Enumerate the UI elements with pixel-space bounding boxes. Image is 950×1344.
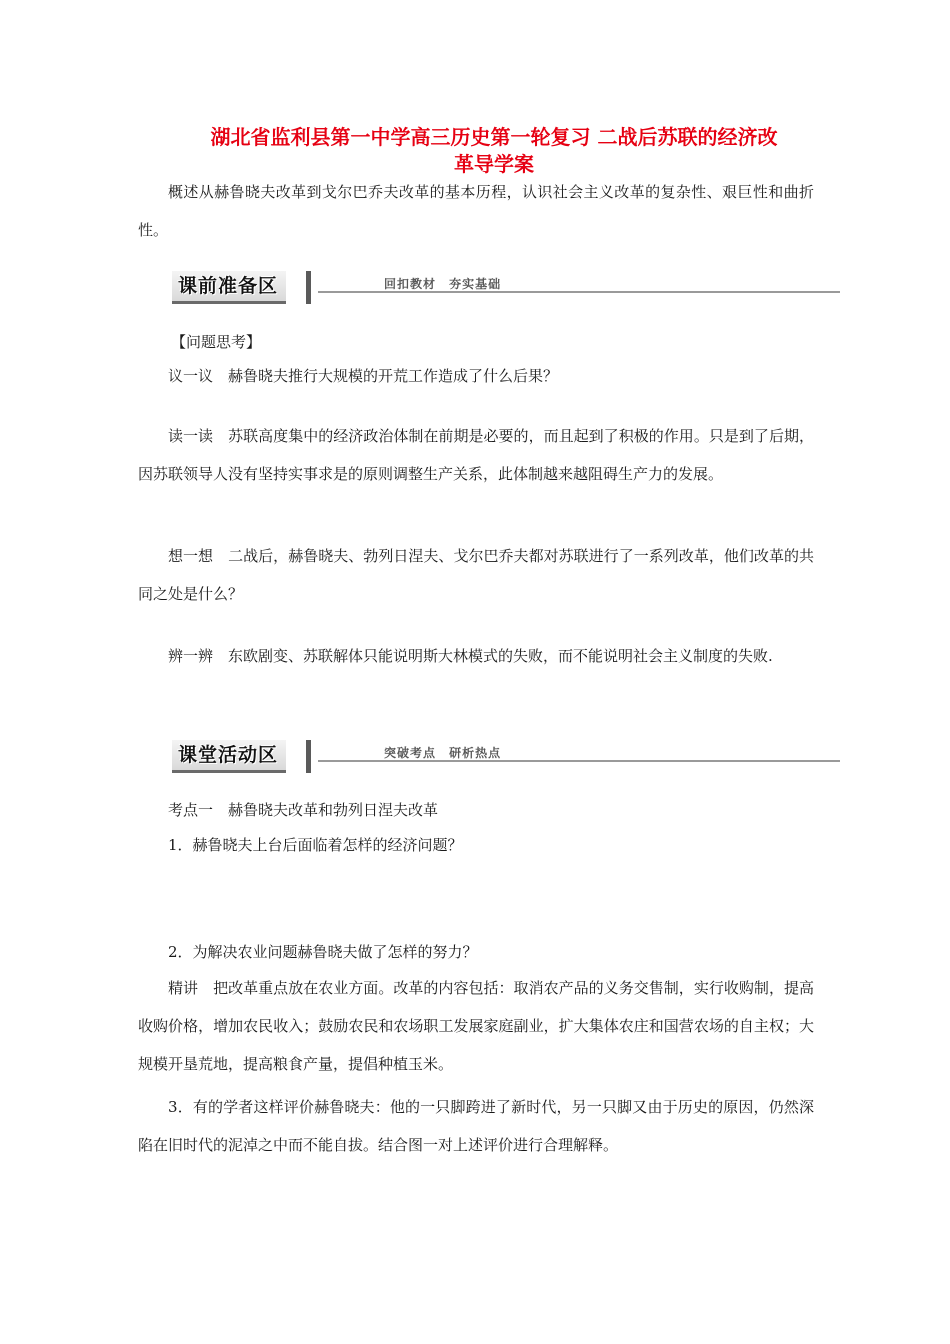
section-banner-inclass xyxy=(172,740,840,772)
section-banner-preclass xyxy=(172,271,840,303)
question-item-1: 1．赫鲁晓夫上台后面临着怎样的经济问题？ xyxy=(168,836,463,854)
section-subtitle: 突破考点 研析热点 xyxy=(384,746,502,760)
question-item-3: 3．有的学者这样评价赫鲁晓夫：他的一只脚跨进了新时代，另一只脚又由于历史的原因，仍然深陷在旧时代的泥淖之中而不能自拔。结合图一对上述评价进行合理解释。 xyxy=(138,1098,814,1154)
banner-bar xyxy=(306,271,311,304)
section-label: 课前准备区 xyxy=(172,271,286,304)
question-duyidu: 读一读 苏联高度集中的经济政治体制在前期是必要的，而且起到了积极的作用。只是到了后期，因苏联领导人没有坚持实事求是的原则调整生产关系，此体制越来越阻碍生产力的发展。 xyxy=(138,427,814,483)
section-subtitle: 回扣教材 夯实基础 xyxy=(384,277,502,291)
kaodian-heading: 考点一 赫鲁晓夫改革和勃列日涅夫改革 xyxy=(168,801,439,819)
question-xiangyixiang: 想一想 二战后，赫鲁晓夫、勃列日涅夫、戈尔巴乔夫都对苏联进行了一系列改革，他们改革的共同之处是什么？ xyxy=(138,547,814,603)
problem-heading: 【问题思考】 xyxy=(171,333,262,351)
title-line-1: 湖北省监利县第一中学高三历史第一轮复习 二战后苏联的经济改 xyxy=(210,125,778,149)
section-label: 课堂活动区 xyxy=(172,740,286,773)
banner-bar xyxy=(306,740,311,773)
document-title xyxy=(138,124,850,178)
intro-paragraph: 概述从赫鲁晓夫改革到戈尔巴乔夫改革的基本历程，认识社会主义改革的复杂性、艰巨性和曲折性。 xyxy=(138,183,814,239)
question-bianyibian: 辨一辨 东欧剧变、苏联解体只能说明斯大林模式的失败，而不能说明社会主义制度的失败. xyxy=(168,647,773,665)
title-line-2: 革导学案 xyxy=(454,152,534,176)
question-item-2: 2．为解决农业问题赫鲁晓夫做了怎样的努力？ xyxy=(168,943,478,961)
question-yiyiyi: 议一议 赫鲁晓夫推行大规模的开荒工作造成了什么后果？ xyxy=(168,367,559,385)
jingjiang-paragraph: 精讲 把改革重点放在农业方面。改革的内容包括：取消农产品的义务交售制，实行收购制，提高收购价格，增加农民收入；鼓励农民和农场职工发展家庭副业，扩大集体农庄和国营农场的自主权；大规模开垦荒地，提高粮食产量，提倡种植玉米。 xyxy=(138,979,814,1073)
